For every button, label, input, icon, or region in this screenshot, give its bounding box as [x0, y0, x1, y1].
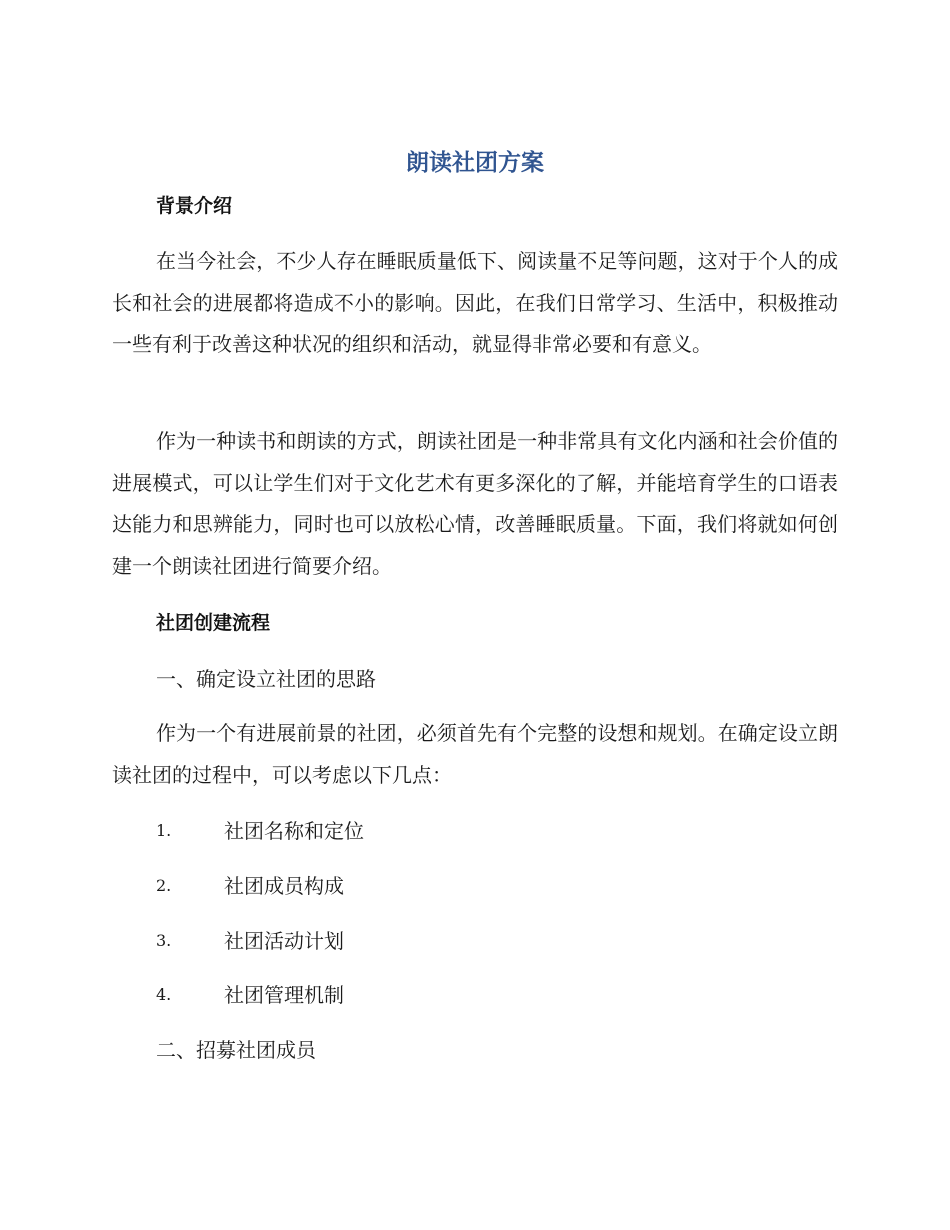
list-item-text: 社团成员构成 — [224, 874, 344, 898]
step-1-paragraph: 作为一个有进展前景的社团，必须首先有个完整的设想和规划。在确定设立朗读社团的过程中，可以考虑以下几点： — [112, 721, 838, 787]
step-1-title: 一、确定设立社团的思路 — [156, 667, 376, 691]
step-2-title: 二、招募社团成员 — [156, 1038, 316, 1062]
list-item-number: 2. — [156, 876, 172, 895]
background-paragraph-1: 在当今社会，不少人存在睡眠质量低下、阅读量不足等问题，这对于个人的成长和社会的进展都将造成不小的影响。因此，在我们日常学习、生活中，积极推动一些有利于改善这种状况的组织和活动，就显得非常必要和有意义。 — [112, 249, 838, 356]
background-paragraph-2: 作为一种读书和朗读的方式，朗读社团是一种非常具有文化内涵和社会价值的进展模式，可以让学生们对于文化艺术有更多深化的了解，并能培育学生的口语表达能力和思辨能力，同时也可以放松心情，改善睡眠质量。下面，我们将就如何创建一个朗读社团进行简要介绍。 — [112, 429, 838, 578]
document-title: 朗读社团方案 — [406, 150, 544, 176]
list-item-text: 社团管理机制 — [224, 983, 344, 1007]
section-heading-background: 背景介绍 — [156, 195, 233, 217]
section-heading-process: 社团创建流程 — [156, 612, 271, 634]
list-item-text: 社团名称和定位 — [224, 819, 364, 843]
list-item-number: 4. — [156, 985, 172, 1004]
list-item-text: 社团活动计划 — [224, 929, 344, 953]
list-item-number: 3. — [156, 931, 172, 950]
list-item-number: 1. — [156, 821, 172, 840]
